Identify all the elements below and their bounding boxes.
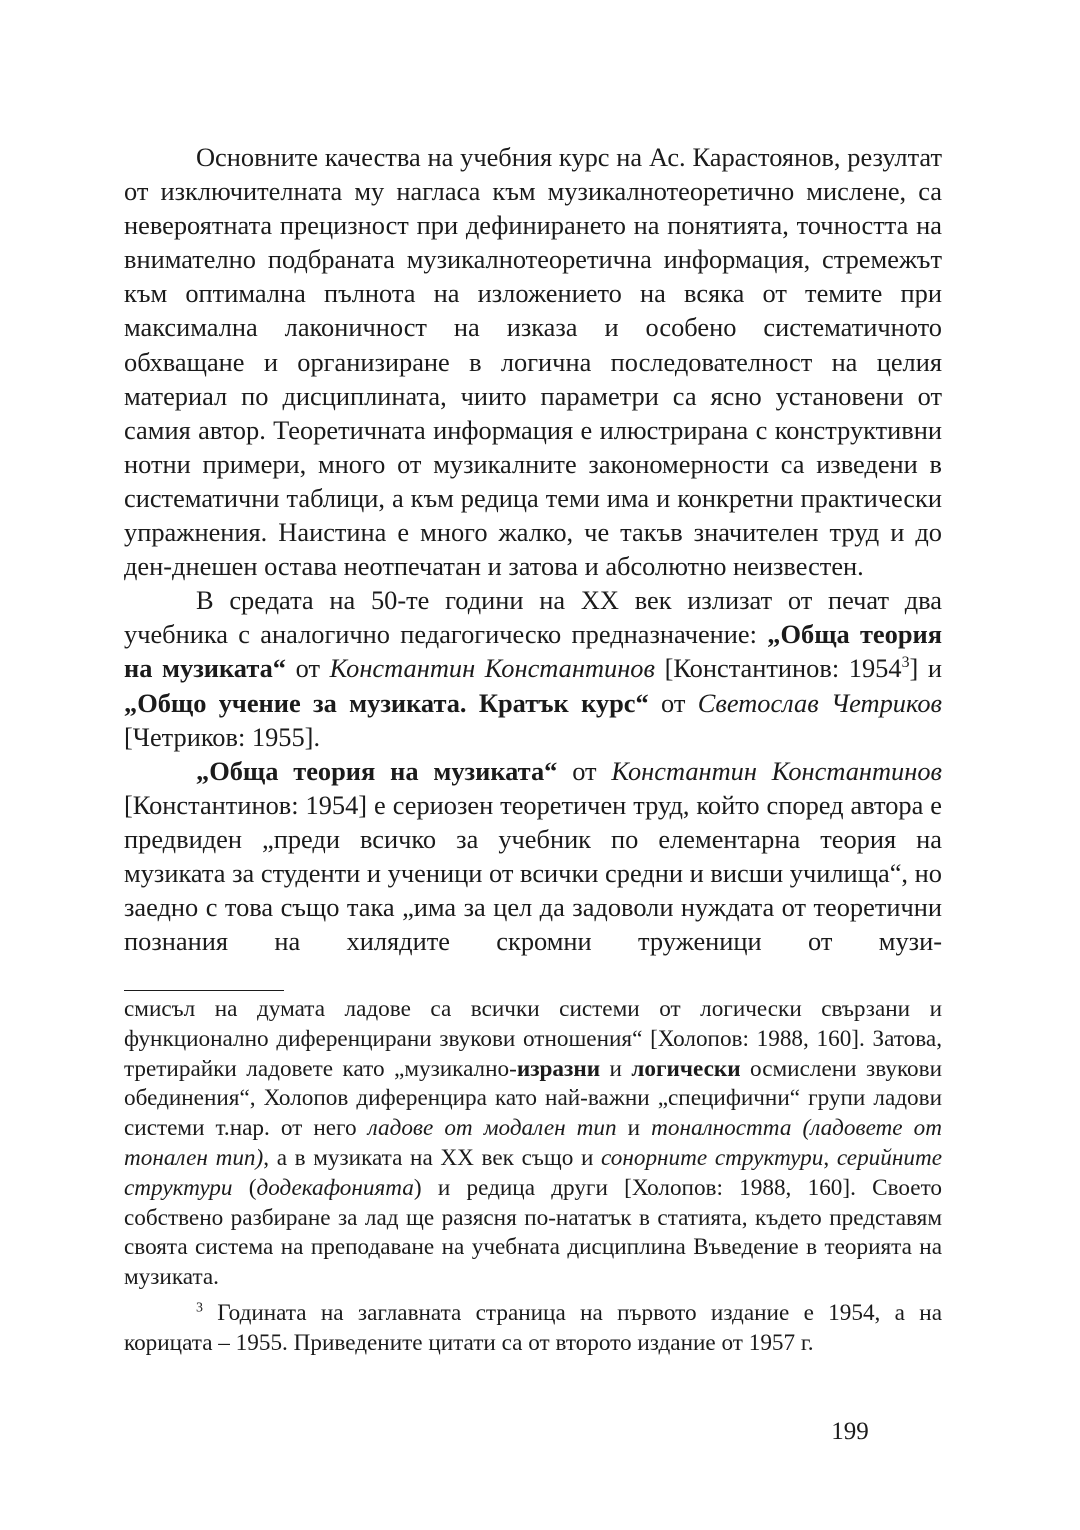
fn-text-7: ( (232, 1174, 257, 1201)
paragraph-3 (124, 754, 942, 959)
fn-italic-5: додекафонията (256, 1174, 414, 1201)
book-title-obshta-teoriya: „Обща теория на музиката“ (124, 619, 943, 684)
fn-text-4: и (616, 1115, 652, 1142)
p2-text-3: [Константинов: 1954 (654, 653, 902, 684)
paragraph-1-text: Основните качества на учебния курс на Ас. Карастоянов, резултат от изключителната му нагласа към музикалнотеоретично мислене, са невероятната прецизност при дефинирането на понятията, точността на внимателно подбраната музикалнотеоретична информация, стремежът към оптимална пълнота на изложението на всяка от темите при максимална лаконичност на изказа и особено систематичното обхващане и организиране в логична последователност на целия материал по дисциплината, чиито параметри са ясно установени от самия автор. Теоретичната информация е илюстрирана с конструктивни нотни примери, много от музикалните закономерности са изведени в систематични таблици, а към редица теми има и конкретни практически упражнения. Наистина е много жалко, че такъв значителен труд и до ден-днешен остава неотпечатан и затова и абсолютно неизвестен. (124, 142, 942, 582)
fn-text-6: , (823, 1144, 837, 1171)
footnote-3 (124, 1299, 942, 1359)
author-chetrikov: Светослав Четриков (697, 687, 942, 718)
p3-text-2: [Константинов: 1954] е сериозен теоретичен труд, който според автора е предвиден „преди всичко за учебник по елементарна теория на музиката за студенти и ученици от всички средни и висши училища“, но заедно с това също така „има за цел да задоволи нуждата от теоретични познания на хилядите скромни труженици от музи- (124, 789, 942, 957)
author-konstantinov: Константин Константинов (329, 653, 655, 684)
footnote-ref-3: 3 (901, 654, 910, 672)
fn-text-5: , а в музиката на XX век също и (263, 1144, 602, 1171)
p2-text-2: от (286, 653, 330, 684)
footnote-3-mark: 3 (196, 1300, 203, 1316)
fn-italic-4: серийните структури (124, 1144, 943, 1201)
fn-text-1: смисъл на думата ладове са всички системи от логически свързани и функционално диференцирани звукови отношения“ [Холопов: 1988, 160]. Затова, третирайки ладовете като „музикално- (124, 996, 942, 1082)
p3-author: Константин Константинов (611, 755, 942, 786)
p2-text-1: В средата на 50-те години на XX век излизат от печат два учебника с аналогично педагогическо предназначение: (124, 585, 942, 650)
fn-text-3: осмислени звукови обединения“, Холопов диференцира като най-важни „специфични“ групи ладови системи т.нар. от него (124, 1055, 942, 1142)
fn-bold-logicheski: логически (631, 1055, 741, 1082)
paragraph-2 (124, 583, 942, 753)
fn-text-2: и (600, 1055, 632, 1082)
main-text (124, 140, 942, 958)
p3-book-title: „Обща теория на музиката“ (196, 755, 558, 786)
footnote-continuation (124, 995, 942, 1293)
page-number: 199 (831, 1418, 869, 1445)
fn-italic-3: сонорните структури (601, 1144, 824, 1171)
p3-text-1: от (557, 755, 612, 786)
fn-bold-izrazni: изразни (516, 1055, 601, 1082)
paragraph-1 (124, 140, 942, 583)
footnote-3-text: Годината на заглавната страница на първото издание е 1954, а на корицата – 1955. Приведените цитати са от второто издание от 1957 г. (124, 1299, 942, 1356)
footnotes (124, 995, 942, 1359)
fn-italic-2: тоналността (ладовете от тонален тип) (124, 1115, 942, 1171)
p2-text-6: [Четриков: 1955]. (124, 721, 321, 752)
p2-text-5: от (648, 687, 698, 718)
book-title-obshto-uchenie: „Общо учение за музиката. Кратък курс“ (124, 687, 649, 718)
p2-text-4: ] и (909, 653, 943, 684)
footnote-separator (124, 990, 284, 991)
fn-italic-1: ладове от модален тип (367, 1115, 617, 1142)
fn-text-8: ) и редица други [Холопов: 1988, 160]. Своето собствено разбиране за лад ще разясня по-нататък в статията, където представям своята система на преподаване на учебната дисциплина Въведение в теорията на музиката. (124, 1174, 942, 1291)
